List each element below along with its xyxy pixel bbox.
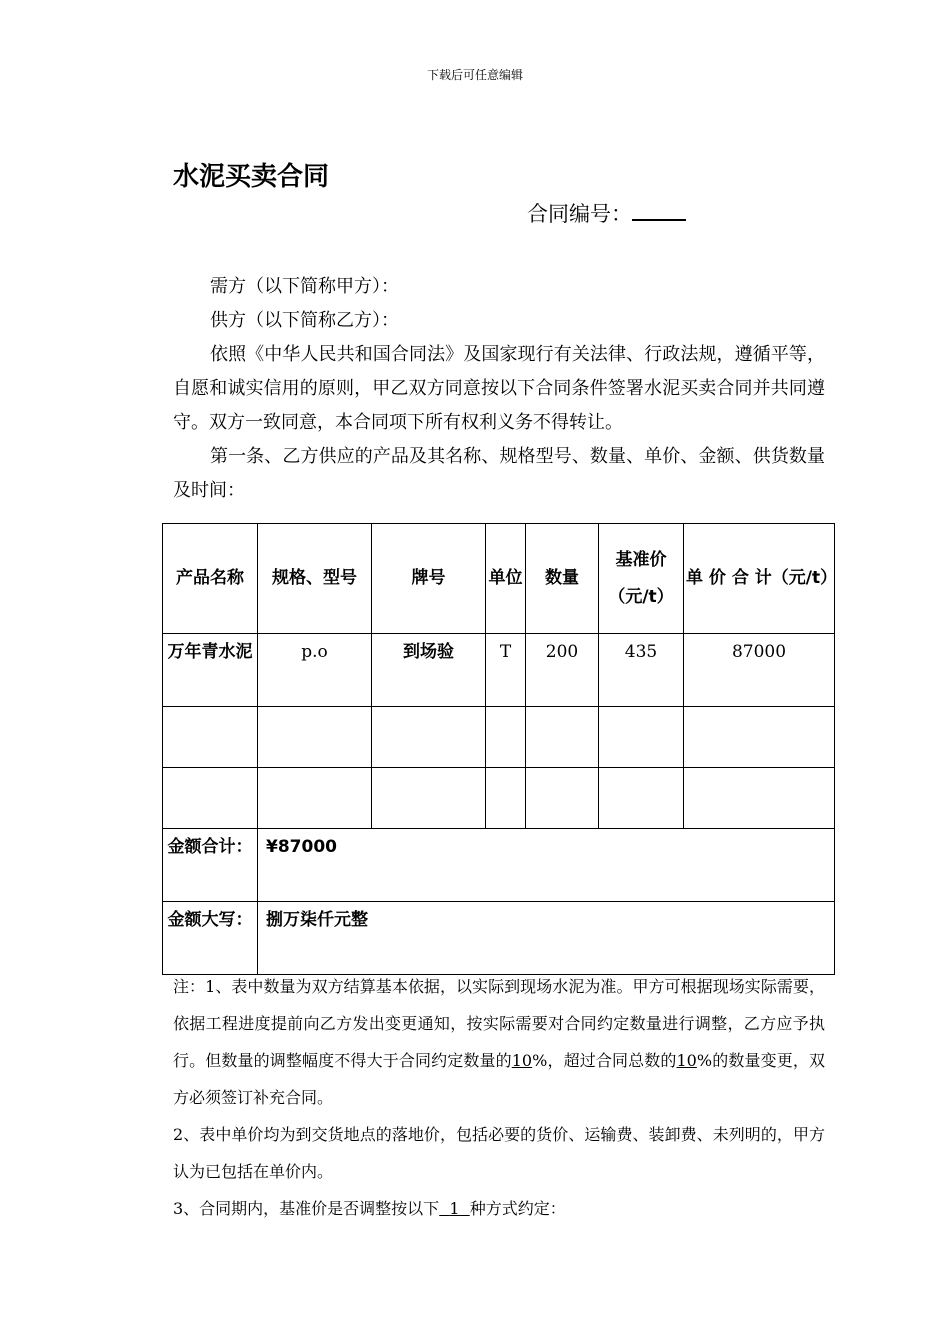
contract-number-blank bbox=[632, 201, 686, 221]
table-row-empty bbox=[163, 768, 835, 829]
cell-unit: T bbox=[486, 634, 526, 707]
contract-body bbox=[173, 270, 825, 508]
article-1: 第一条、乙方供应的产品及其名称、规格型号、数量、单价、金额、供货数量及时间： bbox=[173, 446, 825, 501]
col-header-name: 产品名称 bbox=[163, 524, 258, 634]
table-header-row bbox=[163, 524, 835, 634]
table-row-empty bbox=[163, 707, 835, 768]
col-header-total: 单 价 合 计（元/t） bbox=[684, 524, 835, 634]
cell-total: 87000 bbox=[684, 634, 835, 707]
header-note: 下载后可任意编辑 bbox=[426, 68, 523, 82]
cell-base-price: 435 bbox=[599, 634, 684, 707]
upper-amount-value: 捌万柒仟元整 bbox=[258, 902, 835, 975]
note-2: 2、表中单价均为到交货地点的落地价，包括必要的货价、运输费、装卸费、未列明的，甲方认为已包括在单价内。 bbox=[173, 1125, 825, 1181]
contract-number bbox=[527, 198, 686, 228]
upper-amount-row bbox=[163, 902, 835, 975]
cell-spec: p.o bbox=[258, 634, 372, 707]
note-1: 注：1、表中数量为双方结算基本依据，以实际到现场水泥为准。甲方可根据现场实际需要，依据工程进度提前向乙方发出变更通知，按实际需要对合同约定数量进行调整，乙方应予执行。但数量的调整幅度不得大于合同约定数量的10%，超过合同总数的10%的数量变更，双方必须签订补充合同。 bbox=[173, 977, 825, 1107]
buyer-line: 需方（以下简称甲方）： bbox=[210, 276, 399, 297]
notes bbox=[173, 968, 825, 1227]
pct-1: 10 bbox=[511, 1051, 533, 1070]
note-3: 3、合同期内，基准价是否调整按以下 1 种方式约定： bbox=[173, 1199, 566, 1218]
contract-number-label: 合同编号： bbox=[527, 202, 632, 226]
table-row bbox=[163, 634, 835, 707]
seller-line: 供方（以下简称乙方）： bbox=[210, 310, 399, 331]
cell-brand: 到场验 bbox=[372, 634, 486, 707]
col-header-spec: 规格、型号 bbox=[258, 524, 372, 634]
intro-paragraph: 依照《中华人民共和国合同法》及国家现行有关法律、行政法规，遵循平等，自愿和诚实信用的原则，甲乙双方同意按以下合同条件签署水泥买卖合同并共同遵守。双方一致同意，本合同项下所有权利义务不得转让。 bbox=[173, 344, 825, 433]
sum-value: ¥87000 bbox=[258, 829, 835, 902]
col-header-unit: 单位 bbox=[486, 524, 526, 634]
sum-row bbox=[163, 829, 835, 902]
cell-qty: 200 bbox=[526, 634, 599, 707]
upper-amount-label: 金额大写： bbox=[163, 902, 258, 975]
sum-label: 金额合计： bbox=[163, 829, 258, 902]
col-header-brand: 牌号 bbox=[372, 524, 486, 634]
product-table bbox=[162, 523, 838, 975]
col-header-qty: 数量 bbox=[526, 524, 599, 634]
method-choice: 1 bbox=[449, 1199, 460, 1218]
document-title: 水泥买卖合同 bbox=[173, 162, 330, 192]
col-header-base-price: 基准价（元/t） bbox=[599, 524, 684, 634]
cell-name: 万年青水泥 bbox=[163, 634, 258, 707]
pct-2: 10 bbox=[676, 1051, 697, 1070]
